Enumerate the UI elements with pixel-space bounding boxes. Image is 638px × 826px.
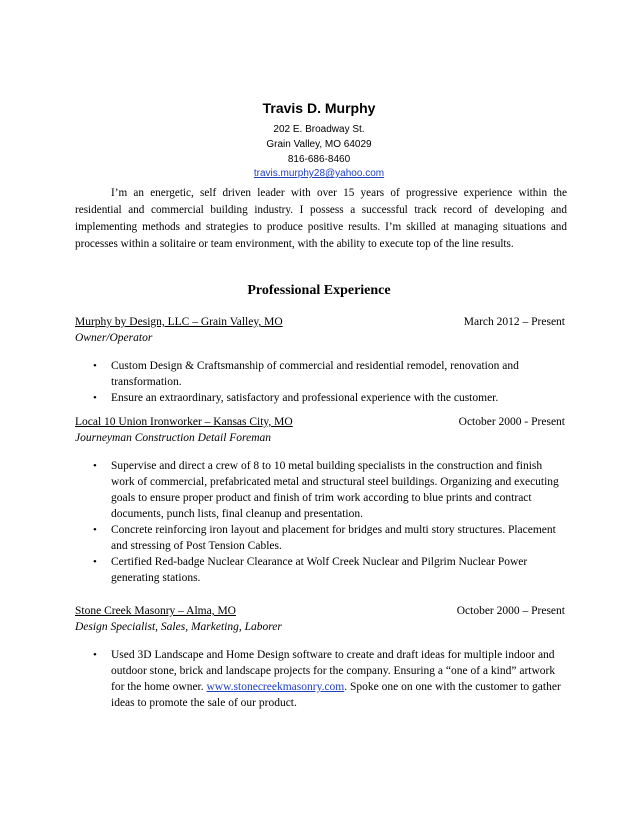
- job-role: Owner/Operator: [75, 332, 153, 344]
- job-organization: Local 10 Union Ironworker – Kansas City, MO: [75, 416, 293, 428]
- job-dates: March 2012 – Present: [463, 316, 565, 328]
- job-role: Journeyman Construction Detail Foreman: [75, 432, 272, 444]
- bullet-item: [75, 390, 565, 406]
- bullet-text: Certified Red-badge Nuclear Clearance at Wolf Creek Nuclear and Pilgrim Nuclear Power generating stations.: [111, 556, 528, 584]
- bullet-icon: •: [93, 460, 97, 472]
- bullet-item: [75, 522, 565, 554]
- candidate-name: Travis D. Murphy: [262, 100, 376, 116]
- bullet-icon: •: [93, 649, 97, 661]
- job-bullets: [75, 358, 565, 406]
- job-header: [75, 603, 565, 619]
- address-line-2: Grain Valley, MO 64029: [266, 139, 372, 150]
- job-dates: October 2000 - Present: [458, 416, 565, 428]
- bullet-item: [75, 458, 565, 522]
- phone-number: 816-686-8460: [287, 154, 351, 165]
- bullet-text: Supervise and direct a crew of 8 to 10 metal building specialists in the construction and finish work of commercial, prefabricated metal and structural steel buildings. Organizing and executing goals to ensure proper product and finish of trim work according to blue prints and contract documents, punch lists, final cleanup and presentation.: [111, 460, 559, 520]
- job-dates: October 2000 – Present: [456, 605, 565, 617]
- job-organization: Murphy by Design, LLC – Grain Valley, MO: [75, 316, 283, 328]
- bullet-text: Concrete reinforcing iron layout and placement for bridges and multi story structures. Placement and stressing of Post Tension Cables.: [111, 524, 556, 552]
- job-header: [75, 414, 565, 430]
- bullet-text: Custom Design & Craftsmanship of commercial and residential remodel, renovation and transformation.: [111, 360, 519, 388]
- email-link[interactable]: [0, 168, 638, 180]
- bullet-icon: •: [93, 360, 97, 372]
- job-role: Design Specialist, Sales, Marketing, Laborer: [75, 621, 282, 633]
- job-entry: [75, 414, 565, 584]
- bullet-item: [75, 647, 565, 711]
- address-line-1: 202 E. Broadway St.: [273, 124, 365, 135]
- job-bullets: [75, 647, 565, 711]
- bullet-text-before-link: Used 3D Landscape and Home Design software to create and draft ideas for multiple indoor and outdoor stone, brick and landscape projects for the company. Ensuring a “one of a kind” artwork for the home owner.: [111, 649, 556, 693]
- bullet-item: [75, 358, 565, 390]
- job-organization: Stone Creek Masonry – Alma, MO: [75, 605, 236, 617]
- email-text[interactable]: travis.murphy28@yahoo.com: [253, 168, 385, 179]
- bullet-item: [75, 554, 565, 586]
- bullet-icon: •: [93, 556, 97, 568]
- job-entry: [75, 603, 565, 709]
- bullet-icon: •: [93, 392, 97, 404]
- bullet-text: Ensure an extraordinary, satisfactory and professional experience with the customer.: [111, 392, 499, 404]
- summary-paragraph: [75, 185, 567, 253]
- job-header: [75, 314, 565, 330]
- summary-text: I’m an energetic, self driven leader with over 15 years of progressive experience within the residential and commercial building industry. I possess a successful track record of developing and implementing methods and strategies to produce positive results. I’m skilled at managing situations and processes within a solitaire or team environment, with the ability to execute top of the line results.: [75, 187, 567, 250]
- job-entry: [75, 314, 565, 404]
- job-bullets: [75, 458, 565, 586]
- bullet-text-after-link: . Spoke one on one with the customer to gather ideas to promote the sale of our product.: [111, 681, 561, 709]
- bullet-icon: •: [93, 524, 97, 536]
- section-title-experience: Professional Experience: [247, 283, 391, 298]
- company-website-link[interactable]: www.stonecreekmasonry.com: [206, 681, 345, 693]
